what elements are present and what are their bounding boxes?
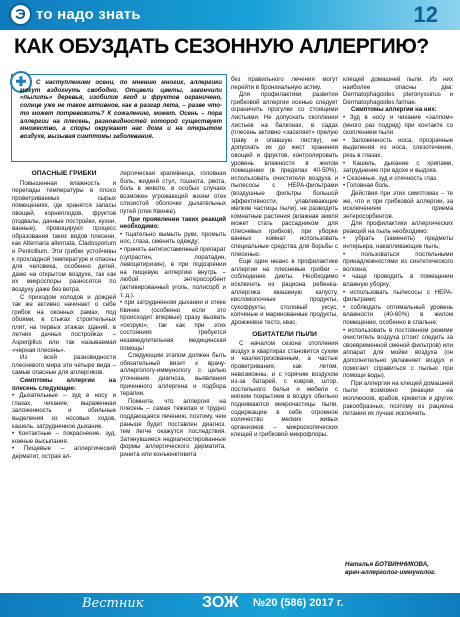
list-item: • соблюдать оптимальный уровень влажности (40-60%) в жилом помещении, особенно в спальне; bbox=[343, 303, 453, 326]
paragraph: Для профилактики развития грибковой аллергии осенью следует ограничить прогулки со стоящими листьями. Не допускать скопления листьев на балконах, в садах (плесень активно «заселяет» прелую траву и опавшую листву), не допускать их до жеcт хранения овощей и фруктов, контролировать уровень влажности в жилом помещении (в пределах 40-50%), использовать очистители воздуха и пылесосы с НЕРА-фильтрами (воздушные фильтры большой эффективности, улавливающие мелкие частицы пыли), не разводить комнатные растения (влажная земля может стать рассадником для плесневых грибков), при уборке ванных комнат использовать специальные средства для борьбы с плесенью. bbox=[231, 91, 338, 258]
paragraph: При проявлении таких реакций необходимо: bbox=[120, 215, 226, 231]
subheading-fungi: ОПАСНЫЕ ГРИБКИ bbox=[31, 170, 97, 177]
author-name: Наталья БОТВИННИКОВА, bbox=[345, 561, 429, 568]
list-item: • Пищевые – аллергический дерматит, острая ал- bbox=[12, 445, 116, 460]
list-item: • при затрудненном дыхании и отеке Квинке (особенно если это происходит впервые) сразу вызвать «скорую», так как при этих состояниях требуется незамедлительная медицинская помощь! bbox=[120, 299, 226, 352]
list-item: • принять антигистаминный препарат (супрастин, лоратадин, левоцетиризин), в при подозрении на пищевую аллергию внутрь – любой энтеросорбент (активированный уголь, полисорб и т. д.). bbox=[120, 245, 226, 299]
footer-brand-zozh: ЗОЖ bbox=[202, 594, 239, 611]
list-item: • использовать пылесосы с НЕРА-фильтрами; bbox=[343, 288, 453, 304]
paragraph: Следующим этапом должен быть обязательный визит к врачу-аллергологу-иммунологу с целью уточнения диагноза, выявления причинного аллергена и подбора терапии. bbox=[120, 352, 226, 398]
list-item: • Кашель, дыхание с хрипами, затруднение при вдохе и выдохе. bbox=[343, 159, 453, 175]
column-1 bbox=[12, 170, 116, 461]
paragraph: Симптомы аллергии на плесень следующие: bbox=[12, 377, 116, 392]
paragraph: Помните, что аллергия на плесень – самая тяжелая и трудно поддающаяся лечению, поэтому, чем раньше будет поставлен диагноз, тем легче окажутся последствия. Затянувшиеся недиагностированные формы аллергического дерматита, ринита или конъюнктивита bbox=[120, 397, 227, 458]
section-logo-icon: Э bbox=[9, 3, 32, 26]
paragraph: клещей домашней пыли. Из них наиболее опасны два: Dermatophagoides pteronyssinus и Dermatophagoides farinae. bbox=[343, 76, 453, 106]
subheading-dust: ОБИТАТЕЛИ ПЫЛИ bbox=[252, 330, 317, 338]
list-item: • тщательно вымыть руки, промыть нос, глаза, сменить одежду; bbox=[120, 230, 226, 246]
paragraph: Для профилактики аллергических реакций на пыль необходимо: bbox=[343, 220, 453, 235]
author-role: врач-аллерголог-иммунолог. bbox=[345, 568, 436, 576]
column-3 bbox=[231, 76, 338, 439]
list-item: • Дыхательные – зуд в носу и глазах, чихание, выраженная заложенность и обильные выделения из носовых ходов, кашель, затрудненное дыхание. bbox=[12, 392, 116, 430]
paragraph: Из всей разновидности плесневого мира эти четыре вида – самые опасные для аллергиков. bbox=[12, 354, 116, 377]
footer-brand: Вестник bbox=[82, 596, 144, 611]
paragraph: Повышенная влажность и перепады температуры в плохо проветриваемых сырых помещениях, где хранятся запасы овощей, корнеплодов, фруктов (подвалы, дачные постройки, кухни, ванные), провоцируют процесс образования таких видов плесени, как Alternaria alternata, Cladosporium и Penicillium. Эти грибки устойчивы к прохладной температуре и опасны для человека, особенно детей, даже на открытом воздухе, так как их микроспоры разносятся по воздуху даже без ветра. bbox=[12, 179, 116, 293]
paragraph: Симптомы аллергии на них: bbox=[351, 106, 437, 114]
column-2 bbox=[120, 170, 226, 459]
lead-box bbox=[11, 74, 227, 162]
list-item: • Заложенность носа, прозрачные выделения из носа, слезотечение, резь в глазах. bbox=[343, 136, 453, 159]
section-title: то надо знать bbox=[36, 6, 141, 23]
list-item: • Зуд в носу и чихание «залпом» (много раз подряд) при контакте со скоплением пыли. bbox=[343, 113, 453, 137]
column-4 bbox=[343, 76, 453, 418]
list-item: • чаще проводить в помещении влажную уборку; bbox=[343, 273, 453, 289]
list-item: • убрать (заменить) предметы интерьера, накапливающие пыль; bbox=[343, 235, 453, 251]
paragraph: С началом сезона отопления воздух в квартирах становится сухим и наэлектризованным, а частые проветривания, как летом, невозможны, и с горячим воздухом из-за батарей, с ковров, штор, постельного белья и мебели с мягким покрытием в воздух обильно поднимаются микрочастицы пыли, содержащие в себе огромное количество мелких живых организмов – микроскопических клещей и грибковой микрофлоры. bbox=[231, 340, 338, 439]
lead-marker-icon: ✚ bbox=[10, 71, 32, 93]
page-number: 12 bbox=[413, 2, 438, 27]
paragraph: Действия при этих симптомах – те же, что и при грибковой аллергии, за исключением приема энтеросорбентов. bbox=[343, 189, 453, 220]
paragraph: без правильного лечения могут перейти в бронхиальную астму. bbox=[231, 76, 338, 91]
list-item: • Сезонные, зуд и отечность глаз. bbox=[343, 174, 438, 182]
paragraph: лергическая крапивница, головная боль, жидкий стул, тошнота, рвота, боль в животе, в особых случаях возможен угрожающий жизни отек слизистой оболочки дыхательных путей (отек Квинке). bbox=[120, 170, 226, 215]
list-item: • использовать в постоянном режиме очиститель воздуха (стоит следить за своевременной сменой фильтров) или аппарат для мойки воздуха (он дополнительно увлажняет воздух и помогает справиться с пылью при помощи воды). bbox=[343, 326, 453, 380]
footer-issue: №20 (586) 2017 г. bbox=[253, 597, 344, 609]
list-item: • Головная боль. bbox=[343, 182, 391, 190]
list-item: • пользоваться постельными принадлежностями из синтетического волокна; bbox=[343, 250, 453, 273]
article-headline: КАК ОБУЗДАТЬ СЕЗОННУЮ АЛЛЕРГИЮ? bbox=[14, 35, 429, 58]
paragraph: С приходом холодов и дождей так же активно начинает о себе грибок на оконных рамах, под обоями, в стыках строительных плит, на первых этажах зданий, в летних дачных постройках – Aspergillus или так называемая «черная плесень». bbox=[12, 293, 116, 354]
list-item: • Контактные – покраснение, зуд, кожные высыпания. bbox=[12, 430, 116, 445]
paragraph: Еще один нюанс в профилактике аллергии на плесневые грибки – соблюдение диеты. Необходимо исключить из рациона ребенка-аллергика квашеную капусту, кисломолочные продукты, сухофрукты, столовый уксус, копченые и маринованные продукты, дрожжевое тесто, квас. bbox=[231, 258, 338, 326]
author-signature bbox=[345, 561, 455, 589]
lead-text: С наступлением осени, по мнению многих, аллергики могут вздохнуть свободно. Отцвели цветы, закончили «пылить» деревья, изобилие ягод и фруктов ограничено, солнце уже не такое активное, как в разгар лета, – разве что-то может потревожить? К сожалению, может. Осень – пора аллергии на плесень, разновидностей которой существует множество, а споры окружают нас дома и на открытом воздухе, вызывая симптомы заболевания. bbox=[20, 79, 222, 140]
paragraph: При аллергии на клещей домашней пыли возможно реакции на моллюсков, крабов, креветок и других ракообразных, поэтому из рациона питания их лучше исключить. bbox=[343, 379, 453, 418]
